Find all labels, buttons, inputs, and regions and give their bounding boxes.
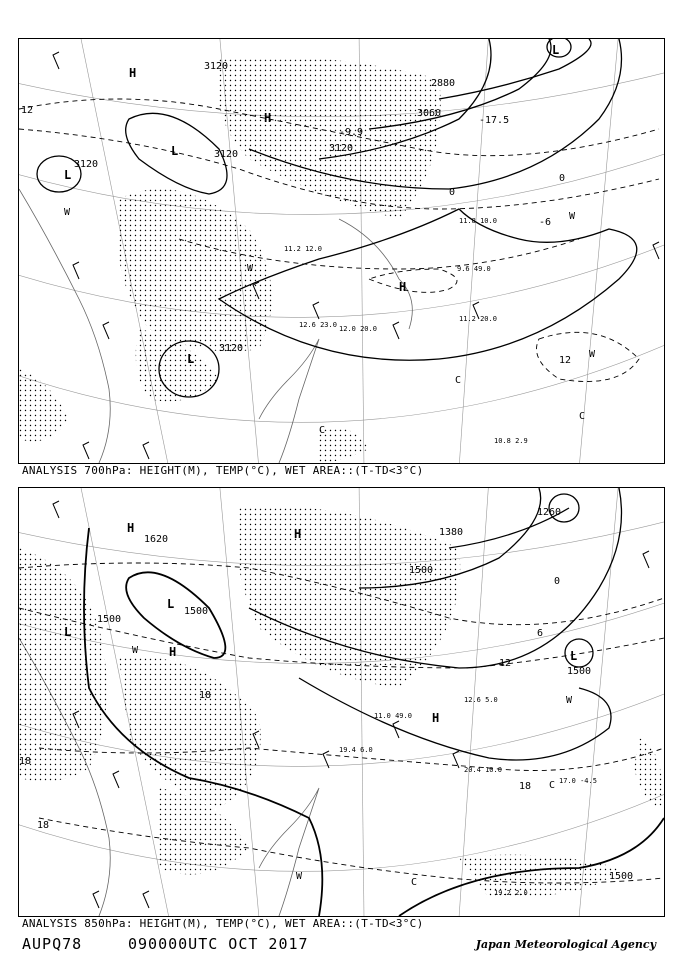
- station-plot-850-1: 19.2 2.0: [494, 889, 528, 897]
- contour-label-700-3: 3120: [329, 143, 354, 154]
- station-plot-850-3: 17.0 -4.5: [559, 777, 597, 785]
- contour-label-700-2: 3120: [214, 149, 239, 160]
- warm-marker-700-1: W: [247, 263, 254, 274]
- map-850hpa: [19, 488, 664, 916]
- low-center-700-1: L: [171, 144, 179, 158]
- isotherm-label-700-3: 0: [449, 187, 456, 198]
- cold-marker-700-1: C: [455, 375, 462, 386]
- high-center-850-1: H: [294, 527, 302, 541]
- high-center-850-2: H: [169, 645, 177, 659]
- station-plot-850-0: 20.4 10.0: [464, 766, 502, 774]
- contour-label-850-4: 1500: [609, 871, 634, 882]
- high-center-700-2: H: [399, 280, 407, 294]
- contour-label-850-3: 1500: [567, 666, 592, 677]
- warm-marker-700-2: W: [569, 211, 576, 222]
- contour-label-850-7: 1620: [144, 534, 169, 545]
- contour-label-850-6: 1260: [537, 507, 562, 518]
- warm-marker-700-3: W: [589, 349, 596, 360]
- isotherm-label-700-1: 12: [559, 355, 572, 366]
- chart-timestamp: 090000UTC OCT 2017: [128, 935, 309, 953]
- station-plot-700-3: 9.6 49.0: [457, 265, 491, 273]
- high-center-700-1: H: [264, 111, 272, 125]
- station-plot-700-4: 11.8 10.0: [459, 217, 497, 225]
- contour-label-850-1: 1500: [184, 606, 209, 617]
- station-plot-700-0: 11.2 20.0: [459, 315, 497, 323]
- isotherm-label-850-3: 18: [37, 820, 50, 831]
- isotherm-label-850-4: 0: [554, 576, 561, 587]
- high-center-850-0: H: [127, 521, 135, 535]
- cold-marker-700-0: C: [319, 425, 326, 436]
- station-plot-850-2: 19.4 6.0: [339, 746, 373, 754]
- contour-label-700-0: 3120: [204, 61, 229, 72]
- contour-label-700-6: 2880: [431, 78, 456, 89]
- low-center-850-0: L: [167, 597, 175, 611]
- station-plot-700-1: 12.6 23.0: [299, 321, 337, 329]
- station-plot-700-6: 12.0 20.0: [339, 325, 377, 333]
- chart-code: AUPQ78: [22, 935, 83, 953]
- agency-name: Japan Meteorological Agency: [475, 938, 656, 951]
- low-center-700-0: L: [64, 168, 72, 182]
- isotherm-label-700-2: 0: [559, 173, 566, 184]
- station-plot-700-5: 11.2 12.0: [284, 245, 322, 253]
- contour-label-850-2: 1500: [409, 565, 434, 576]
- isotherm-label-700-6: -17.5: [479, 115, 510, 126]
- caption-700hpa: ANALYSIS 700hPa: HEIGHT(M), TEMP(°C), WET AREA::(T-TD<3°C): [22, 464, 424, 477]
- map-700hpa: [19, 39, 664, 463]
- contour-label-850-0: 1500: [97, 614, 122, 625]
- low-center-850-2: L: [570, 649, 578, 663]
- low-center-850-1: L: [64, 625, 72, 639]
- low-center-700-3: L: [552, 43, 560, 57]
- isotherm-label-700-4: -6: [539, 217, 552, 228]
- station-plot-850-5: 11.0 49.0: [374, 712, 412, 720]
- isotherm-label-850-1: 18: [19, 756, 32, 767]
- caption-850hpa: ANALYSIS 850hPa: HEIGHT(M), TEMP(°C), WET AREA::(T-TD<3°C): [22, 917, 424, 930]
- chart-850hpa: [18, 487, 665, 917]
- contour-label-700-1: 3120: [74, 159, 99, 170]
- high-center-850-3: H: [432, 711, 440, 725]
- warm-marker-850-2: W: [296, 871, 303, 882]
- cold-marker-850-1: C: [411, 877, 418, 888]
- chart-700hpa: [18, 38, 665, 464]
- station-plot-850-4: 12.6 5.0: [464, 696, 498, 704]
- contour-label-850-5: 1380: [439, 527, 464, 538]
- isotherm-label-850-6: 12: [499, 658, 512, 669]
- station-plot-700-2: 10.8 2.9: [494, 437, 528, 445]
- warm-marker-850-1: W: [566, 695, 573, 706]
- warm-marker-700-0: W: [64, 207, 71, 218]
- isotherm-label-700-5: -9.9: [339, 127, 364, 138]
- cold-marker-850-0: C: [549, 780, 556, 791]
- wet-areas: [19, 57, 441, 464]
- cold-marker-700-2: C: [579, 411, 586, 422]
- isotherm-label-700-0: 12: [21, 105, 34, 116]
- isotherm-label-850-5: 6: [537, 628, 544, 639]
- contour-label-700-4: 3120: [219, 343, 244, 354]
- isotherm-label-850-0: 18: [199, 690, 212, 701]
- contour-label-700-5: 3060: [417, 108, 442, 119]
- warm-marker-850-0: W: [132, 645, 139, 656]
- high-center-700-0: H: [129, 66, 137, 80]
- low-center-700-2: L: [187, 352, 195, 366]
- isotherm-label-850-2: 18: [519, 781, 532, 792]
